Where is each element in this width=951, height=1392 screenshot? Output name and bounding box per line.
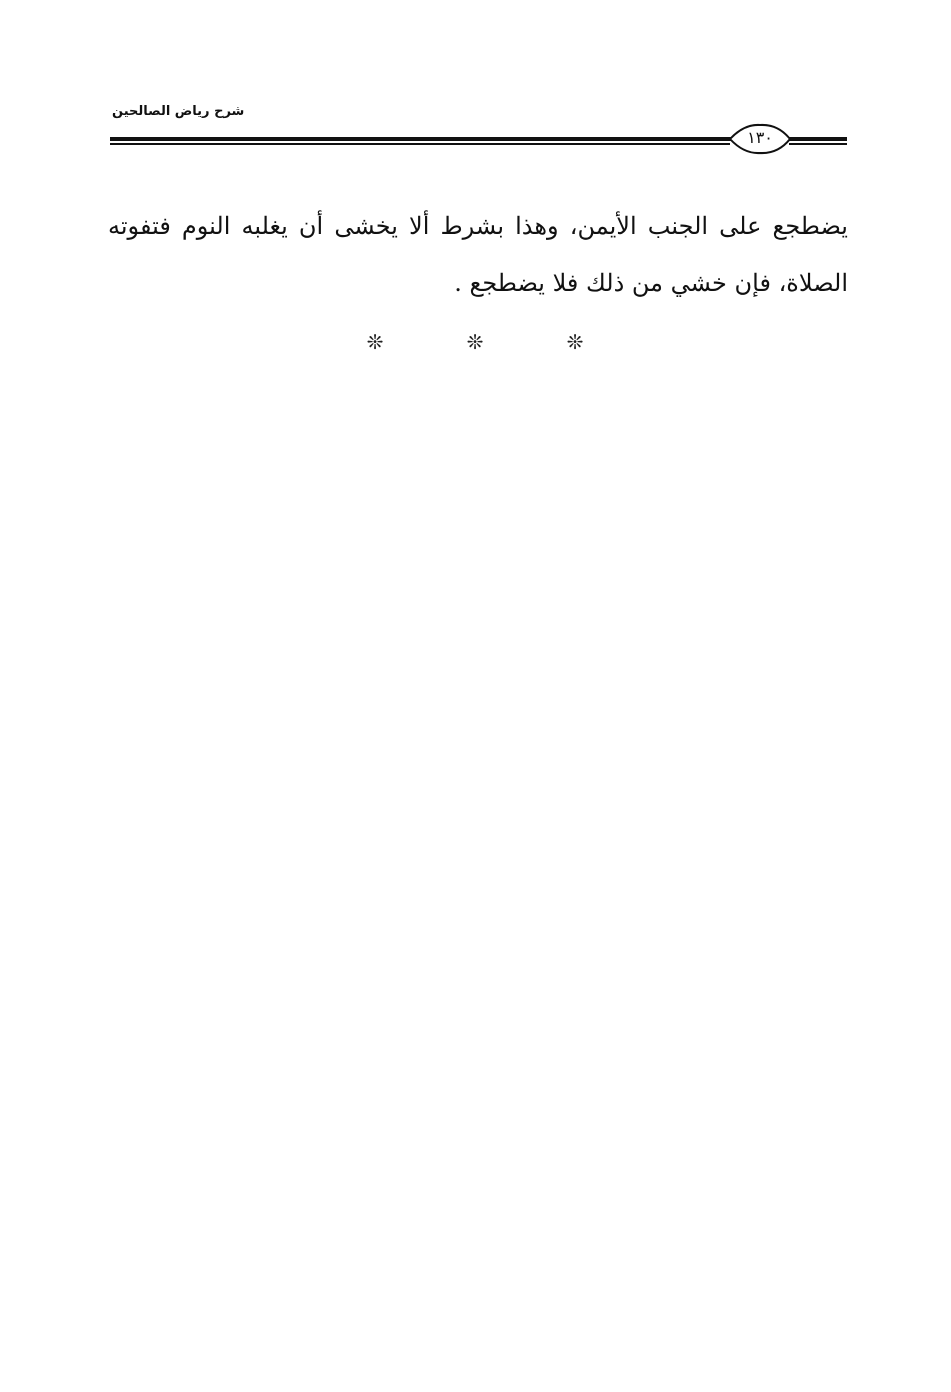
body-paragraph: يضطجع على الجنب الأيمن، وهذا بشرط ألا يخشى أن يغلبه النوم فتفوته الصلاة، فإن خشي من ذلك فلا يضطجع . xyxy=(108,212,848,297)
running-header-title: شرح رياض الصالحين xyxy=(112,104,245,119)
section-separator xyxy=(360,330,590,354)
header-rules xyxy=(0,0,951,160)
header-rule-thick-left xyxy=(110,137,732,141)
header-rule-thin-left xyxy=(110,143,730,145)
separator-asterisk: ❊ xyxy=(466,330,484,354)
header-rule-thin-right xyxy=(789,143,847,145)
separator-asterisk: ❊ xyxy=(566,330,584,354)
separator-asterisk: ❊ xyxy=(366,330,384,354)
page-number: ١٣٠ xyxy=(747,128,773,147)
header-rule-thick-right xyxy=(789,137,847,141)
